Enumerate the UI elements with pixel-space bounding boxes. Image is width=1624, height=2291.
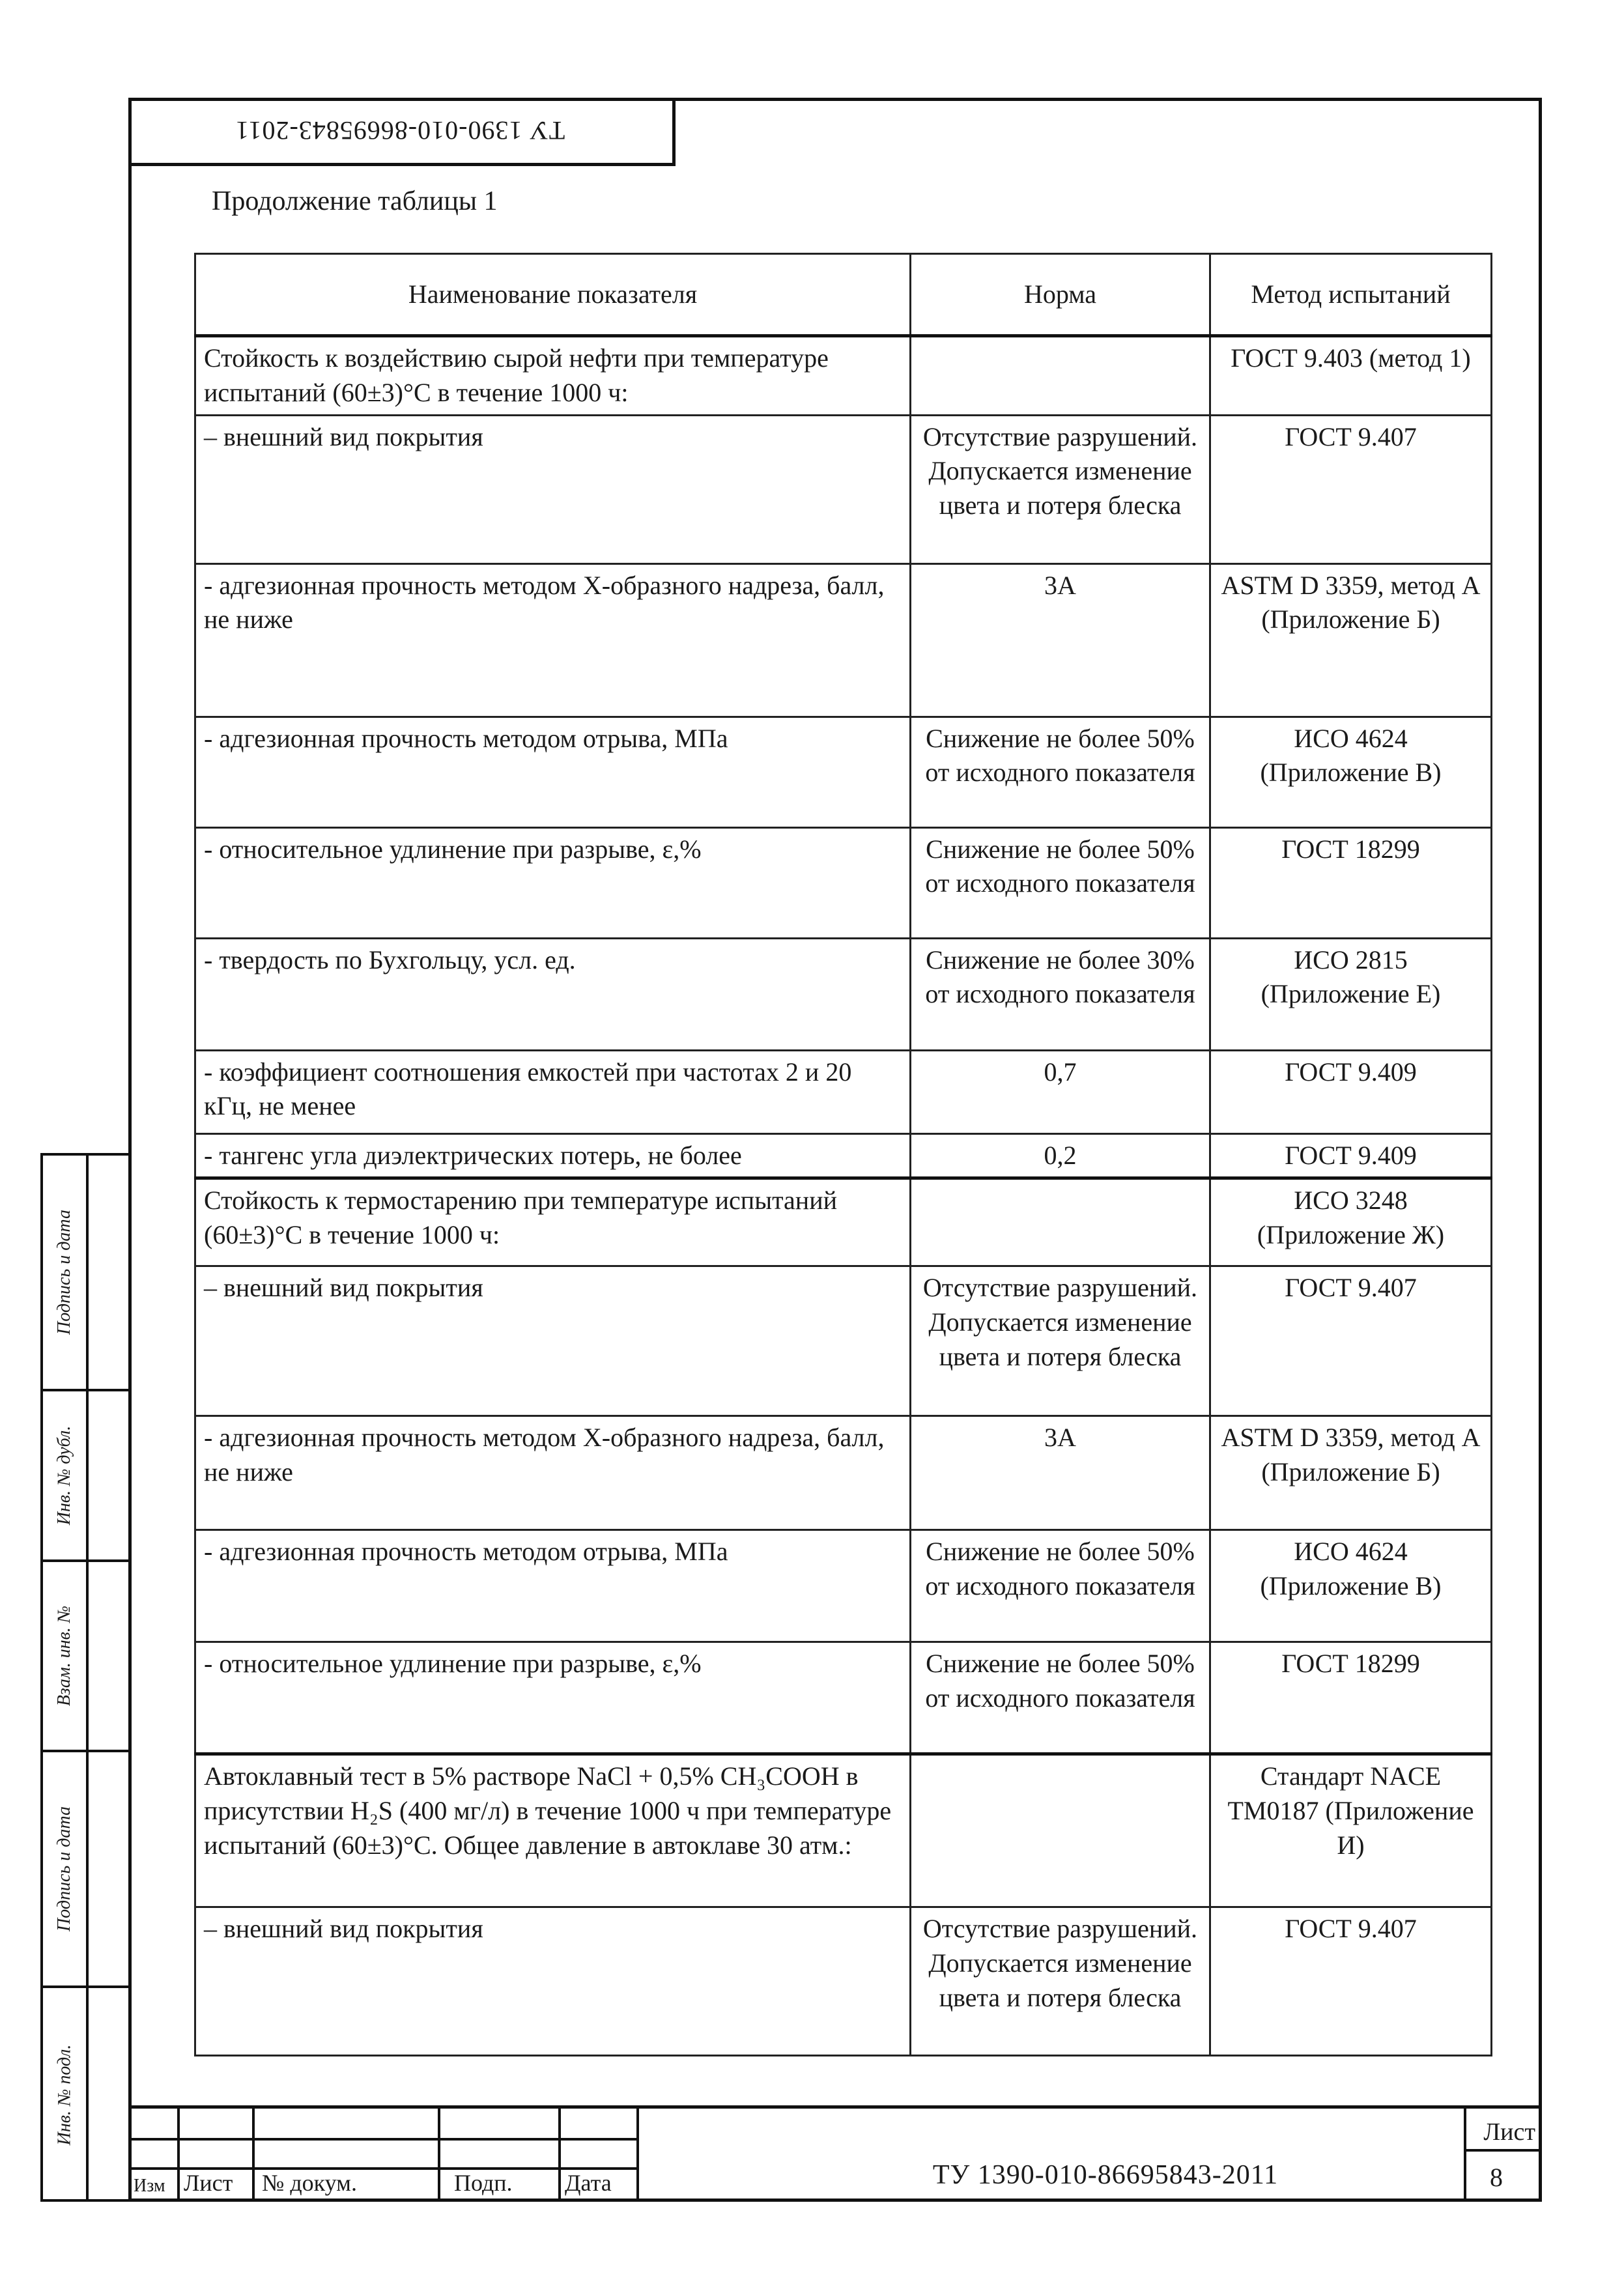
row-method: ГОСТ 18299 xyxy=(1210,1642,1492,1754)
group-method: ГОСТ 9.403 (метод 1) xyxy=(1210,336,1492,416)
row-norm: 3А xyxy=(911,563,1210,717)
table-row xyxy=(195,1416,1492,1530)
label-sign: Подп. xyxy=(454,2170,513,2196)
label-date: Дата xyxy=(565,2170,612,2196)
col-header-norm: Норма xyxy=(911,254,1210,336)
side-label: Инв. № подл. xyxy=(54,2044,75,2146)
row-norm: 0,7 xyxy=(911,1050,1210,1133)
sheet-number: 8 xyxy=(1490,2163,1503,2192)
group-method: ИСО 3248 (Приложение Ж) xyxy=(1210,1178,1492,1266)
row-name: - адгезионная прочность методом Х-образного надреза, балл, не ниже xyxy=(195,1416,911,1530)
row-name: - адгезионная прочность методом отрыва, МПа xyxy=(195,717,911,827)
side-label: Инв. № дубл. xyxy=(54,1425,75,1526)
side-cell xyxy=(43,1752,130,1988)
spec-table xyxy=(194,253,1492,2056)
group-title-row xyxy=(195,1754,1492,1907)
label-izm: Изм xyxy=(134,2176,165,2196)
table-caption: Продолжение таблицы 1 xyxy=(212,186,498,216)
side-label: Подпись и дата xyxy=(54,1210,75,1335)
side-cell xyxy=(43,1156,130,1391)
row-name: – внешний вид покрытия xyxy=(195,415,911,563)
table-row xyxy=(195,1530,1492,1642)
row-method: ГОСТ 9.407 xyxy=(1210,1266,1492,1416)
group-title: Стойкость к термостарению при температуре испытаний (60±3)°С в течение 1000 ч: xyxy=(195,1178,911,1266)
table-row xyxy=(195,938,1492,1050)
col-header-name: Наименование показателя xyxy=(195,254,911,336)
row-name: - относительное удлинение при разрыве, ε,% xyxy=(195,827,911,938)
inverted-code: ТУ 1390-010-86695843-2011 xyxy=(235,115,565,145)
row-method: ИСО 4624 (Приложение В) xyxy=(1210,717,1492,827)
row-name: - адгезионная прочность методом Х-образного надреза, балл, не ниже xyxy=(195,563,911,717)
row-norm: Отсутствие разрушений. Допускается изменение цвета и потеря блеска xyxy=(911,1266,1210,1416)
row-norm: 0,2 xyxy=(911,1133,1210,1178)
label-list: Лист xyxy=(184,2170,233,2196)
table-row xyxy=(195,1642,1492,1754)
group-method: Стандарт NACE TM0187 (Приложение И) xyxy=(1210,1754,1492,1907)
table-row xyxy=(195,415,1492,563)
sheet-label: Лист xyxy=(1483,2118,1535,2146)
table-row xyxy=(195,717,1492,827)
title-block xyxy=(128,2105,1542,2202)
row-name: - тангенс угла диэлектрических потерь, не более xyxy=(195,1133,911,1178)
row-name: - коэффициент соотношения емкостей при частотах 2 и 20 кГц, не менее xyxy=(195,1050,911,1133)
row-norm: Снижение не более 50% от исходного показателя xyxy=(911,1530,1210,1642)
row-norm: Снижение не более 50% от исходного показателя xyxy=(911,827,1210,938)
row-norm: 3А xyxy=(911,1416,1210,1530)
row-method: ГОСТ 9.407 xyxy=(1210,415,1492,563)
row-method: ИСО 4624 (Приложение В) xyxy=(1210,1530,1492,1642)
row-name: - относительное удлинение при разрыве, ε,% xyxy=(195,1642,911,1754)
row-norm: Отсутствие разрушений. Допускается изменение цвета и потеря блеска xyxy=(911,415,1210,563)
group-title: Стойкость к воздействию сырой нефти при температуре испытаний (60±3)°С в течение 1000 ч: xyxy=(195,336,911,416)
side-label: Подпись и дата xyxy=(54,1806,75,1931)
side-label: Взам. инв. № xyxy=(54,1605,74,1707)
row-method: ИСО 2815 (Приложение Е) xyxy=(1210,938,1492,1050)
row-method: ГОСТ 9.409 xyxy=(1210,1050,1492,1133)
group-title-row xyxy=(195,1178,1492,1266)
row-name: – внешний вид покрытия xyxy=(195,1907,911,2056)
table-cell xyxy=(911,1178,1210,1266)
row-method: ГОСТ 9.407 xyxy=(1210,1907,1492,2056)
side-cell xyxy=(43,1562,130,1752)
group-title-row xyxy=(195,336,1492,416)
col-header-method: Метод испытаний xyxy=(1210,254,1492,336)
side-cell xyxy=(43,1391,130,1562)
table-cell xyxy=(911,1754,1210,1907)
row-norm: Снижение не более 50% от исходного показателя xyxy=(911,717,1210,827)
inverted-code-box xyxy=(128,98,676,166)
row-name: – внешний вид покрытия xyxy=(195,1266,911,1416)
side-stamp-strip xyxy=(40,1153,130,2202)
row-norm: Снижение не более 50% от исходного показателя xyxy=(911,1642,1210,1754)
row-method: ASTM D 3359, метод А (Приложение Б) xyxy=(1210,1416,1492,1530)
table-row xyxy=(195,1133,1492,1178)
row-norm: Снижение не более 30% от исходного показателя xyxy=(911,938,1210,1050)
row-name: - твердость по Бухгольцу, усл. ед. xyxy=(195,938,911,1050)
table-row xyxy=(195,1050,1492,1133)
label-doc: № докум. xyxy=(262,2170,357,2196)
row-method: ГОСТ 9.409 xyxy=(1210,1133,1492,1178)
spec-table-wrap xyxy=(194,253,1490,2056)
row-norm: Отсутствие разрушений. Допускается изменение цвета и потеря блеска xyxy=(911,1907,1210,2056)
group-title: Автоклавный тест в 5% растворе NaCl + 0,5% CH₃COOH в присутствии H₂S (400 мг/л) в течение 1000 ч при температуре испытаний (60±3)°С. Общее давление в автоклаве 30 атм.: xyxy=(195,1754,911,1907)
document-number: ТУ 1390-010-86695843-2011 xyxy=(932,2160,1279,2190)
row-name: - адгезионная прочность методом отрыва, МПа xyxy=(195,1530,911,1642)
side-cell xyxy=(43,1988,130,2202)
table-row xyxy=(195,1266,1492,1416)
table-row xyxy=(195,1907,1492,2056)
table-row xyxy=(195,827,1492,938)
row-method: ASTM D 3359, метод А (Приложение Б) xyxy=(1210,563,1492,717)
table-row xyxy=(195,563,1492,717)
table-cell xyxy=(911,336,1210,416)
table-header-row xyxy=(195,254,1492,336)
row-method: ГОСТ 18299 xyxy=(1210,827,1492,938)
